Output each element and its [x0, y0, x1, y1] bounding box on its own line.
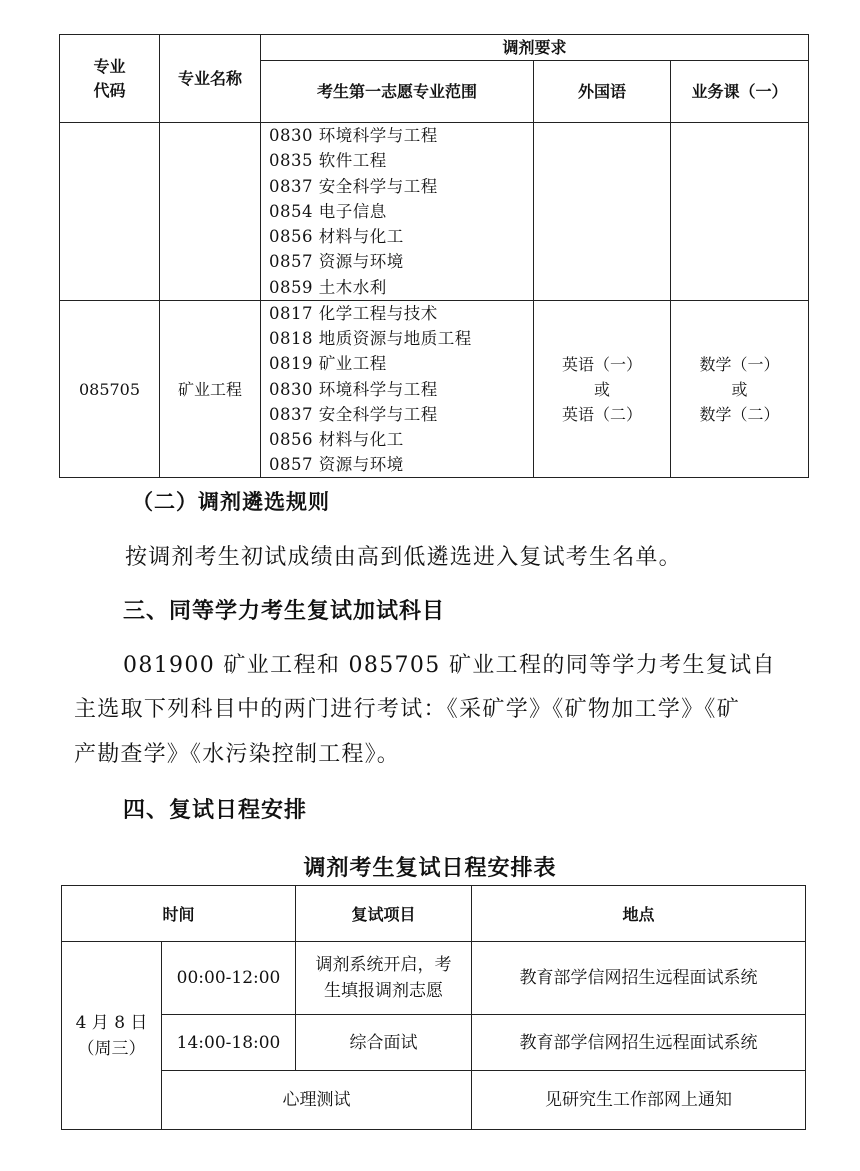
schedule-table	[61, 885, 806, 1130]
language-option: 英语（二）	[561, 404, 642, 424]
cell-course	[671, 123, 809, 301]
list-item: 0837 安全科学与工程	[269, 176, 438, 196]
list-item: 0856 材料与化工	[269, 227, 404, 247]
header-item: 复试项目	[296, 886, 472, 942]
language-option: 英语（一）	[561, 354, 642, 374]
list-item: 0837 安全科学与工程	[269, 404, 438, 424]
header-requirements: 调剂要求	[261, 35, 809, 61]
cell-item	[296, 942, 472, 1015]
cell-item: 心理测试	[162, 1071, 472, 1130]
cell-name	[160, 123, 261, 301]
item-line: 生填报调剂志愿	[324, 981, 444, 1001]
list-item: 0819 矿业工程	[269, 354, 387, 374]
table-row	[62, 1071, 806, 1130]
list-item: 0854 电子信息	[269, 201, 387, 221]
item-line: 调剂系统开启，考	[315, 955, 452, 975]
table-row	[62, 1015, 806, 1071]
cell-code	[60, 123, 160, 301]
cell-language	[534, 301, 671, 478]
header-scope: 考生第一志愿专业范围	[261, 61, 534, 123]
cell-date	[62, 942, 162, 1130]
table-row	[60, 301, 809, 478]
cell-scope	[261, 301, 534, 478]
header-time: 时间	[62, 886, 296, 942]
list-item: 0830 环境科学与工程	[269, 379, 438, 399]
cell-place: 教育部学信网招生远程面试系统	[472, 942, 806, 1015]
list-item: 0817 化学工程与技术	[269, 304, 438, 323]
language-or: 或	[593, 379, 610, 399]
cell-scope	[261, 123, 534, 301]
course-option: 数学（一）	[699, 354, 780, 374]
header-major-name: 专业名称	[160, 35, 261, 123]
list-item: 0856 材料与化工	[269, 430, 404, 450]
cell-place: 教育部学信网招生远程面试系统	[472, 1015, 806, 1071]
cell-course	[671, 301, 809, 478]
section3-line2: 主选取下列科目中的两门进行考试：《采矿学》《矿物加工学》《矿	[74, 697, 741, 722]
header-place: 地点	[472, 886, 806, 942]
course-or: 或	[731, 379, 748, 399]
table-row	[60, 123, 809, 301]
section3-title: 三、同等学力考生复试加试科目	[123, 599, 446, 624]
cell-time: 00:00-12:00	[162, 942, 296, 1015]
list-item: 0859 土木水利	[269, 277, 387, 297]
list-item: 0857 资源与环境	[269, 455, 404, 475]
cell-code: 085705	[60, 301, 160, 478]
cell-place: 见研究生工作部网上通知	[472, 1071, 806, 1130]
schedule-table-caption: 调剂考生复试日程安排表	[303, 856, 557, 881]
course-option: 数学（二）	[699, 404, 780, 424]
section2-title: （二）调剂遴选规则	[132, 490, 330, 514]
list-item: 0830 环境科学与工程	[269, 126, 438, 146]
date-text: 4 月 8 日	[75, 1012, 148, 1033]
cell-name: 矿业工程	[160, 301, 261, 478]
cell-item: 综合面试	[296, 1015, 472, 1071]
weekday-text: （周三）	[77, 1038, 146, 1059]
table-row	[62, 942, 806, 1015]
header-course: 业务课（一）	[671, 61, 809, 123]
section3-line3: 产勘查学》《水污染控制工程》。	[74, 742, 401, 767]
section3-line1: 081900 矿业工程和 085705 矿业工程的同等学力考生复试自	[123, 653, 776, 678]
header-language: 外国语	[534, 61, 671, 123]
list-item: 0818 地质资源与地质工程	[269, 329, 472, 349]
cell-time: 14:00-18:00	[162, 1015, 296, 1071]
header-major-code: 专业 代码	[60, 35, 160, 123]
adjustment-requirements-table	[59, 34, 809, 478]
section4-title: 四、复试日程安排	[123, 798, 308, 823]
section2-text: 按调剂考生初试成绩由高到低遴选进入复试考生名单。	[125, 545, 682, 570]
list-item: 0835 软件工程	[269, 151, 387, 171]
cell-language	[534, 123, 671, 301]
list-item: 0857 资源与环境	[269, 252, 404, 272]
